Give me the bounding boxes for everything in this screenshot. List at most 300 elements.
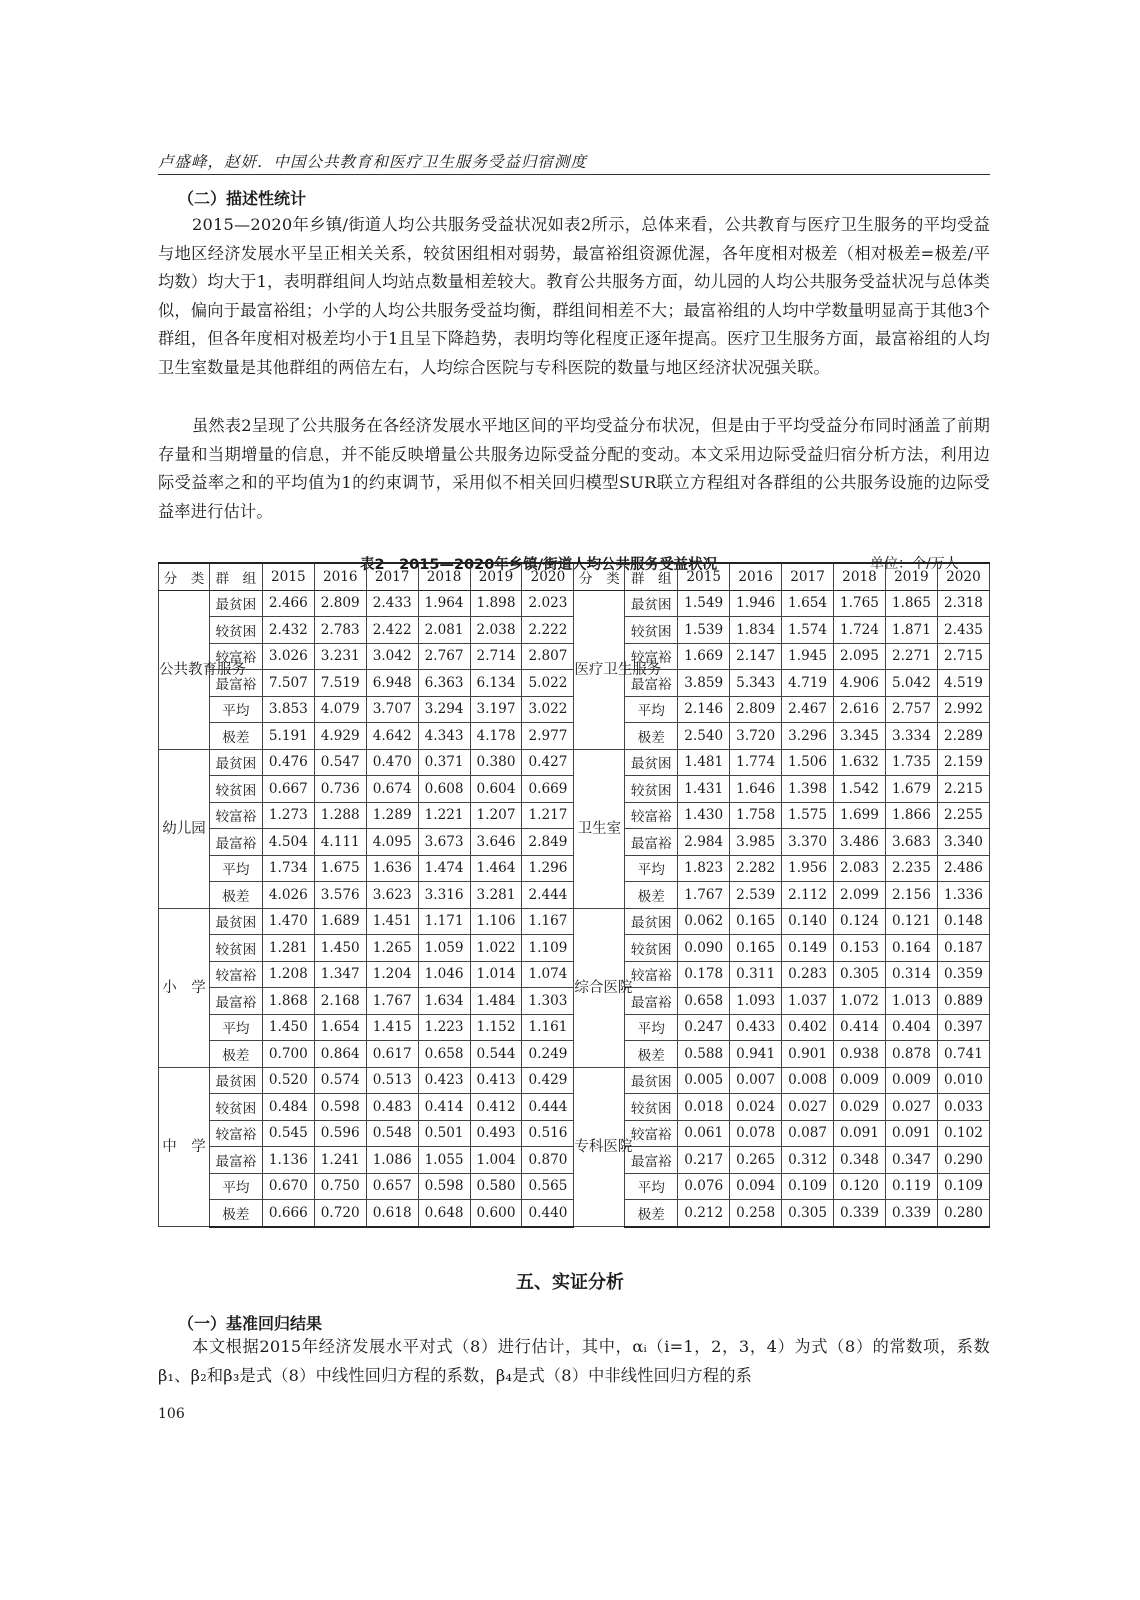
value-cell: 0.604	[470, 776, 522, 803]
value-cell: 1.956	[782, 855, 834, 882]
value-cell: 2.159	[937, 749, 989, 776]
value-cell: 0.212	[678, 1200, 730, 1227]
value-cell: 1.207	[470, 802, 522, 829]
value-cell: 0.516	[522, 1120, 574, 1147]
value-cell: 1.699	[834, 802, 886, 829]
value-cell: 1.303	[522, 988, 574, 1015]
group-cell: 平均	[209, 855, 262, 882]
value-cell: 1.689	[314, 908, 366, 935]
value-cell: 1.964	[418, 590, 470, 617]
value-cell: 2.984	[678, 829, 730, 856]
section-title-descriptive-stats: （二）描述性统计	[178, 189, 307, 208]
value-cell: 0.094	[730, 1173, 782, 1200]
group-cell: 平均	[625, 696, 678, 723]
value-cell: 0.440	[522, 1200, 574, 1227]
group-cell: 最富裕	[209, 1147, 262, 1174]
value-cell: 0.544	[470, 1041, 522, 1068]
group-cell: 极差	[209, 723, 262, 750]
value-cell: 0.380	[470, 749, 522, 776]
value-cell: 0.658	[678, 988, 730, 1015]
value-cell: 1.431	[678, 776, 730, 803]
value-cell: 0.413	[470, 1067, 522, 1094]
value-cell: 1.632	[834, 749, 886, 776]
category-cell: 幼儿园	[159, 749, 210, 908]
value-cell: 1.415	[366, 1014, 418, 1041]
value-cell: 1.470	[262, 908, 314, 935]
value-cell: 0.548	[366, 1120, 418, 1147]
group-cell: 最贫困	[209, 908, 262, 935]
value-cell: 0.402	[782, 1014, 834, 1041]
value-cell: 4.026	[262, 882, 314, 909]
header-year: 2020	[937, 563, 989, 590]
value-cell: 0.314	[885, 961, 937, 988]
group-cell: 较富裕	[209, 961, 262, 988]
group-cell: 较贫困	[209, 935, 262, 962]
value-cell: 2.422	[366, 617, 418, 644]
value-cell: 2.444	[522, 882, 574, 909]
value-cell: 1.464	[470, 855, 522, 882]
group-cell: 最富裕	[625, 988, 678, 1015]
value-cell: 3.720	[730, 723, 782, 750]
table-body	[159, 590, 990, 1227]
category-cell: 综合医院	[574, 908, 625, 1067]
value-cell: 0.547	[314, 749, 366, 776]
group-cell: 最富裕	[209, 829, 262, 856]
header-rule	[158, 174, 990, 175]
group-cell: 最贫困	[209, 1067, 262, 1094]
value-cell: 0.347	[885, 1147, 937, 1174]
value-cell: 0.249	[522, 1041, 574, 1068]
value-cell: 4.079	[314, 696, 366, 723]
header-group: 群 组	[625, 563, 678, 590]
value-cell: 0.124	[834, 908, 886, 935]
value-cell: 1.868	[262, 988, 314, 1015]
value-cell: 3.296	[782, 723, 834, 750]
value-cell: 0.109	[782, 1173, 834, 1200]
table-row	[159, 908, 990, 935]
group-cell: 最贫困	[625, 590, 678, 617]
value-cell: 0.258	[730, 1200, 782, 1227]
paragraph-descriptive-1: 2015—2020年乡镇/街道人均公共服务受益状况如表2所示，总体来看，公共教育与医疗卫生服务的平均受益与地区经济发展水平呈正相关关系，较贫困组相对弱势，最富裕组资源优渥，各年度相对极差（相对极差=极差/平均数）均大于1，表明群组间人均站点数量相差较大。教育公共服务方面，幼儿园的人均公共服务受益状况与总体类似，偏向于最富裕组；小学的人均公共服务受益均衡，群组间相差不大；最富裕组的人均中学数量明显高于其他3个群组，但各年度相对极差均小于1且呈下降趋势，表明均等化程度正逐年提高。医疗卫生服务方面，最富裕组的人均卫生室数量是其他群组的两倍左右，人均综合医院与专科医院的数量与地区经济状况强关联。	[158, 215, 990, 377]
value-cell: 1.171	[418, 908, 470, 935]
value-cell: 1.481	[678, 749, 730, 776]
group-cell: 较富裕	[625, 1120, 678, 1147]
value-cell: 6.134	[470, 670, 522, 697]
value-cell: 2.156	[885, 882, 937, 909]
value-cell: 1.336	[937, 882, 989, 909]
value-cell: 0.741	[937, 1041, 989, 1068]
table-row	[159, 590, 990, 617]
value-cell: 1.474	[418, 855, 470, 882]
value-cell: 0.005	[678, 1067, 730, 1094]
value-cell: 1.451	[366, 908, 418, 935]
value-cell: 0.007	[730, 1067, 782, 1094]
value-cell: 3.576	[314, 882, 366, 909]
value-cell: 2.616	[834, 696, 886, 723]
value-cell: 0.433	[730, 1014, 782, 1041]
group-cell: 最贫困	[209, 749, 262, 776]
value-cell: 2.038	[470, 617, 522, 644]
value-cell: 2.146	[678, 696, 730, 723]
header-year: 2020	[522, 563, 574, 590]
value-cell: 3.486	[834, 829, 886, 856]
value-cell: 0.290	[937, 1147, 989, 1174]
value-cell: 0.596	[314, 1120, 366, 1147]
value-cell: 1.106	[470, 908, 522, 935]
value-cell: 1.046	[418, 961, 470, 988]
value-cell: 1.004	[470, 1147, 522, 1174]
value-cell: 4.929	[314, 723, 366, 750]
value-cell: 1.669	[678, 643, 730, 670]
value-cell: 1.865	[885, 590, 937, 617]
value-cell: 3.316	[418, 882, 470, 909]
header-group: 群 组	[209, 563, 262, 590]
value-cell: 0.119	[885, 1173, 937, 1200]
group-cell: 最贫困	[625, 1067, 678, 1094]
value-cell: 0.666	[262, 1200, 314, 1227]
value-cell: 1.549	[678, 590, 730, 617]
value-cell: 3.340	[937, 829, 989, 856]
value-cell: 1.241	[314, 1147, 366, 1174]
value-cell: 2.714	[470, 643, 522, 670]
value-cell: 7.507	[262, 670, 314, 697]
value-cell: 2.977	[522, 723, 574, 750]
value-cell: 6.363	[418, 670, 470, 697]
value-cell: 2.992	[937, 696, 989, 723]
value-cell: 0.657	[366, 1173, 418, 1200]
value-cell: 2.540	[678, 723, 730, 750]
value-cell: 2.435	[937, 617, 989, 644]
header-year: 2016	[314, 563, 366, 590]
group-cell: 平均	[625, 1173, 678, 1200]
header-year: 2015	[262, 563, 314, 590]
value-cell: 0.009	[834, 1067, 886, 1094]
value-cell: 0.889	[937, 988, 989, 1015]
value-cell: 1.109	[522, 935, 574, 962]
category-cell: 公共教育服务	[159, 590, 210, 749]
value-cell: 2.539	[730, 882, 782, 909]
value-cell: 1.221	[418, 802, 470, 829]
value-cell: 4.906	[834, 670, 886, 697]
value-cell: 0.669	[522, 776, 574, 803]
group-cell: 较富裕	[625, 802, 678, 829]
value-cell: 5.022	[522, 670, 574, 697]
group-cell: 最富裕	[209, 988, 262, 1015]
value-cell: 0.674	[366, 776, 418, 803]
running-header: 卢盛峰，赵妍．中国公共教育和医疗卫生服务受益归宿测度	[158, 153, 588, 171]
value-cell: 0.062	[678, 908, 730, 935]
value-cell: 0.501	[418, 1120, 470, 1147]
value-cell: 1.866	[885, 802, 937, 829]
value-cell: 0.423	[418, 1067, 470, 1094]
value-cell: 1.204	[366, 961, 418, 988]
group-cell: 极差	[625, 882, 678, 909]
value-cell: 0.617	[366, 1041, 418, 1068]
group-cell: 最贫困	[625, 908, 678, 935]
value-cell: 1.208	[262, 961, 314, 988]
value-cell: 1.093	[730, 988, 782, 1015]
value-cell: 4.519	[937, 670, 989, 697]
value-cell: 0.102	[937, 1120, 989, 1147]
group-cell: 平均	[625, 1014, 678, 1041]
value-cell: 1.055	[418, 1147, 470, 1174]
category-cell: 专科医院	[574, 1067, 625, 1227]
value-cell: 1.834	[730, 617, 782, 644]
value-cell: 1.654	[782, 590, 834, 617]
value-cell: 2.147	[730, 643, 782, 670]
header-year: 2019	[470, 563, 522, 590]
value-cell: 2.099	[834, 882, 886, 909]
value-cell: 1.398	[782, 776, 834, 803]
value-cell: 2.318	[937, 590, 989, 617]
value-cell: 0.148	[937, 908, 989, 935]
category-cell: 小 学	[159, 908, 210, 1067]
value-cell: 1.037	[782, 988, 834, 1015]
value-cell: 0.024	[730, 1094, 782, 1121]
value-cell: 1.646	[730, 776, 782, 803]
value-cell: 0.608	[418, 776, 470, 803]
paragraph-baseline: 本文根据2015年经济发展水平对式（8）进行估计，其中，αᵢ（i=1，2，3，4）为式（8）的常数项，系数β₁、β₂和β₃是式（8）中线性回归方程的系数，β₄是式（8）中非线性回归方程的系	[158, 1337, 990, 1385]
value-cell: 0.178	[678, 961, 730, 988]
value-cell: 2.112	[782, 882, 834, 909]
value-cell: 0.938	[834, 1041, 886, 1068]
value-cell: 1.430	[678, 802, 730, 829]
table-header-row	[159, 563, 990, 590]
group-cell: 平均	[209, 1173, 262, 1200]
value-cell: 1.217	[522, 802, 574, 829]
value-cell: 4.642	[366, 723, 418, 750]
value-cell: 1.871	[885, 617, 937, 644]
value-cell: 0.371	[418, 749, 470, 776]
value-cell: 1.014	[470, 961, 522, 988]
value-cell: 0.247	[678, 1014, 730, 1041]
value-cell: 1.074	[522, 961, 574, 988]
header-year: 2019	[885, 563, 937, 590]
group-cell: 较富裕	[209, 643, 262, 670]
value-cell: 0.311	[730, 961, 782, 988]
value-cell: 0.648	[418, 1200, 470, 1227]
value-cell: 0.339	[834, 1200, 886, 1227]
value-cell: 0.412	[470, 1094, 522, 1121]
group-cell: 最富裕	[209, 670, 262, 697]
value-cell: 2.289	[937, 723, 989, 750]
value-cell: 3.646	[470, 829, 522, 856]
group-cell: 平均	[625, 855, 678, 882]
value-cell: 2.433	[366, 590, 418, 617]
value-cell: 1.767	[678, 882, 730, 909]
page-number: 106	[158, 1406, 185, 1422]
value-cell: 1.575	[782, 802, 834, 829]
value-cell: 0.339	[885, 1200, 937, 1227]
value-cell: 0.061	[678, 1120, 730, 1147]
value-cell: 1.450	[262, 1014, 314, 1041]
value-cell: 1.823	[678, 855, 730, 882]
value-cell: 1.765	[834, 590, 886, 617]
value-cell: 0.033	[937, 1094, 989, 1121]
value-cell: 0.348	[834, 1147, 886, 1174]
value-cell: 0.870	[522, 1147, 574, 1174]
value-cell: 1.946	[730, 590, 782, 617]
value-cell: 2.467	[782, 696, 834, 723]
value-cell: 0.280	[937, 1200, 989, 1227]
value-cell: 1.654	[314, 1014, 366, 1041]
value-cell: 1.072	[834, 988, 886, 1015]
value-cell: 1.734	[262, 855, 314, 882]
value-cell: 2.255	[937, 802, 989, 829]
group-cell: 极差	[625, 1200, 678, 1227]
value-cell: 1.288	[314, 802, 366, 829]
value-cell: 0.165	[730, 935, 782, 962]
benefit-table	[158, 562, 990, 1228]
value-cell: 1.574	[782, 617, 834, 644]
value-cell: 2.757	[885, 696, 937, 723]
value-cell: 2.222	[522, 617, 574, 644]
value-cell: 7.519	[314, 670, 366, 697]
value-cell: 2.809	[314, 590, 366, 617]
value-cell: 2.235	[885, 855, 937, 882]
value-cell: 1.675	[314, 855, 366, 882]
header-year: 2016	[730, 563, 782, 590]
value-cell: 1.484	[470, 988, 522, 1015]
value-cell: 2.466	[262, 590, 314, 617]
value-cell: 2.783	[314, 617, 366, 644]
group-cell: 极差	[209, 1041, 262, 1068]
value-cell: 0.305	[782, 1200, 834, 1227]
value-cell: 1.945	[782, 643, 834, 670]
group-cell: 最贫困	[209, 590, 262, 617]
value-cell: 2.083	[834, 855, 886, 882]
value-cell: 2.215	[937, 776, 989, 803]
value-cell: 0.076	[678, 1173, 730, 1200]
header-year: 2018	[418, 563, 470, 590]
value-cell: 0.078	[730, 1120, 782, 1147]
group-cell: 最富裕	[625, 1147, 678, 1174]
value-cell: 0.598	[418, 1173, 470, 1200]
value-cell: 3.231	[314, 643, 366, 670]
value-cell: 0.187	[937, 935, 989, 962]
value-cell: 0.520	[262, 1067, 314, 1094]
category-cell: 卫生室	[574, 749, 625, 908]
value-cell: 3.294	[418, 696, 470, 723]
value-cell: 0.545	[262, 1120, 314, 1147]
value-cell: 2.168	[314, 988, 366, 1015]
value-cell: 0.720	[314, 1200, 366, 1227]
value-cell: 1.152	[470, 1014, 522, 1041]
group-cell: 较贫困	[625, 617, 678, 644]
value-cell: 2.849	[522, 829, 574, 856]
value-cell: 0.018	[678, 1094, 730, 1121]
value-cell: 3.985	[730, 829, 782, 856]
value-cell: 3.707	[366, 696, 418, 723]
value-cell: 1.265	[366, 935, 418, 962]
value-cell: 0.429	[522, 1067, 574, 1094]
value-cell: 2.095	[834, 643, 886, 670]
value-cell: 0.027	[782, 1094, 834, 1121]
value-cell: 3.345	[834, 723, 886, 750]
value-cell: 1.281	[262, 935, 314, 962]
value-cell: 3.370	[782, 829, 834, 856]
table-title: 表2 2015—2020年乡镇/街道人均公共服务受益状况	[360, 557, 718, 573]
value-cell: 2.715	[937, 643, 989, 670]
value-cell: 1.223	[418, 1014, 470, 1041]
value-cell: 0.397	[937, 1014, 989, 1041]
value-cell: 1.167	[522, 908, 574, 935]
value-cell: 3.853	[262, 696, 314, 723]
value-cell: 2.807	[522, 643, 574, 670]
value-cell: 5.343	[730, 670, 782, 697]
value-cell: 3.683	[885, 829, 937, 856]
section-title-baseline: （一）基准回归结果	[178, 1314, 323, 1333]
value-cell: 0.414	[834, 1014, 886, 1041]
value-cell: 3.859	[678, 670, 730, 697]
value-cell: 4.504	[262, 829, 314, 856]
group-cell: 最富裕	[625, 829, 678, 856]
group-cell: 极差	[625, 723, 678, 750]
value-cell: 0.265	[730, 1147, 782, 1174]
value-cell: 4.111	[314, 829, 366, 856]
value-cell: 0.109	[937, 1173, 989, 1200]
value-cell: 0.165	[730, 908, 782, 935]
value-cell: 1.898	[470, 590, 522, 617]
value-cell: 0.484	[262, 1094, 314, 1121]
group-cell: 极差	[625, 1041, 678, 1068]
category-cell: 中 学	[159, 1067, 210, 1227]
value-cell: 0.667	[262, 776, 314, 803]
value-cell: 1.086	[366, 1147, 418, 1174]
value-cell: 0.087	[782, 1120, 834, 1147]
value-cell: 1.289	[366, 802, 418, 829]
value-cell: 1.450	[314, 935, 366, 962]
value-cell: 3.281	[470, 882, 522, 909]
value-cell: 2.271	[885, 643, 937, 670]
table-row	[159, 1067, 990, 1094]
value-cell: 1.059	[418, 935, 470, 962]
value-cell: 4.719	[782, 670, 834, 697]
header-year: 2018	[834, 563, 886, 590]
value-cell: 4.343	[418, 723, 470, 750]
value-cell: 1.022	[470, 935, 522, 962]
value-cell: 0.305	[834, 961, 886, 988]
value-cell: 0.090	[678, 935, 730, 962]
value-cell: 0.658	[418, 1041, 470, 1068]
value-cell: 0.027	[885, 1094, 937, 1121]
value-cell: 2.767	[418, 643, 470, 670]
category-cell: 医疗卫生服务	[574, 590, 625, 749]
value-cell: 1.506	[782, 749, 834, 776]
value-cell: 0.359	[937, 961, 989, 988]
value-cell: 0.565	[522, 1173, 574, 1200]
table-row	[159, 749, 990, 776]
value-cell: 0.476	[262, 749, 314, 776]
value-cell: 1.161	[522, 1014, 574, 1041]
value-cell: 0.009	[885, 1067, 937, 1094]
value-cell: 0.153	[834, 935, 886, 962]
value-cell: 1.679	[885, 776, 937, 803]
value-cell: 0.878	[885, 1041, 937, 1068]
value-cell: 0.091	[834, 1120, 886, 1147]
value-cell: 1.136	[262, 1147, 314, 1174]
value-cell: 0.901	[782, 1041, 834, 1068]
value-cell: 0.414	[418, 1094, 470, 1121]
value-cell: 0.010	[937, 1067, 989, 1094]
value-cell: 5.191	[262, 723, 314, 750]
group-cell: 最富裕	[625, 670, 678, 697]
value-cell: 0.283	[782, 961, 834, 988]
value-cell: 0.217	[678, 1147, 730, 1174]
header-category: 分 类	[574, 563, 625, 590]
group-cell: 平均	[209, 696, 262, 723]
value-cell: 0.121	[885, 908, 937, 935]
